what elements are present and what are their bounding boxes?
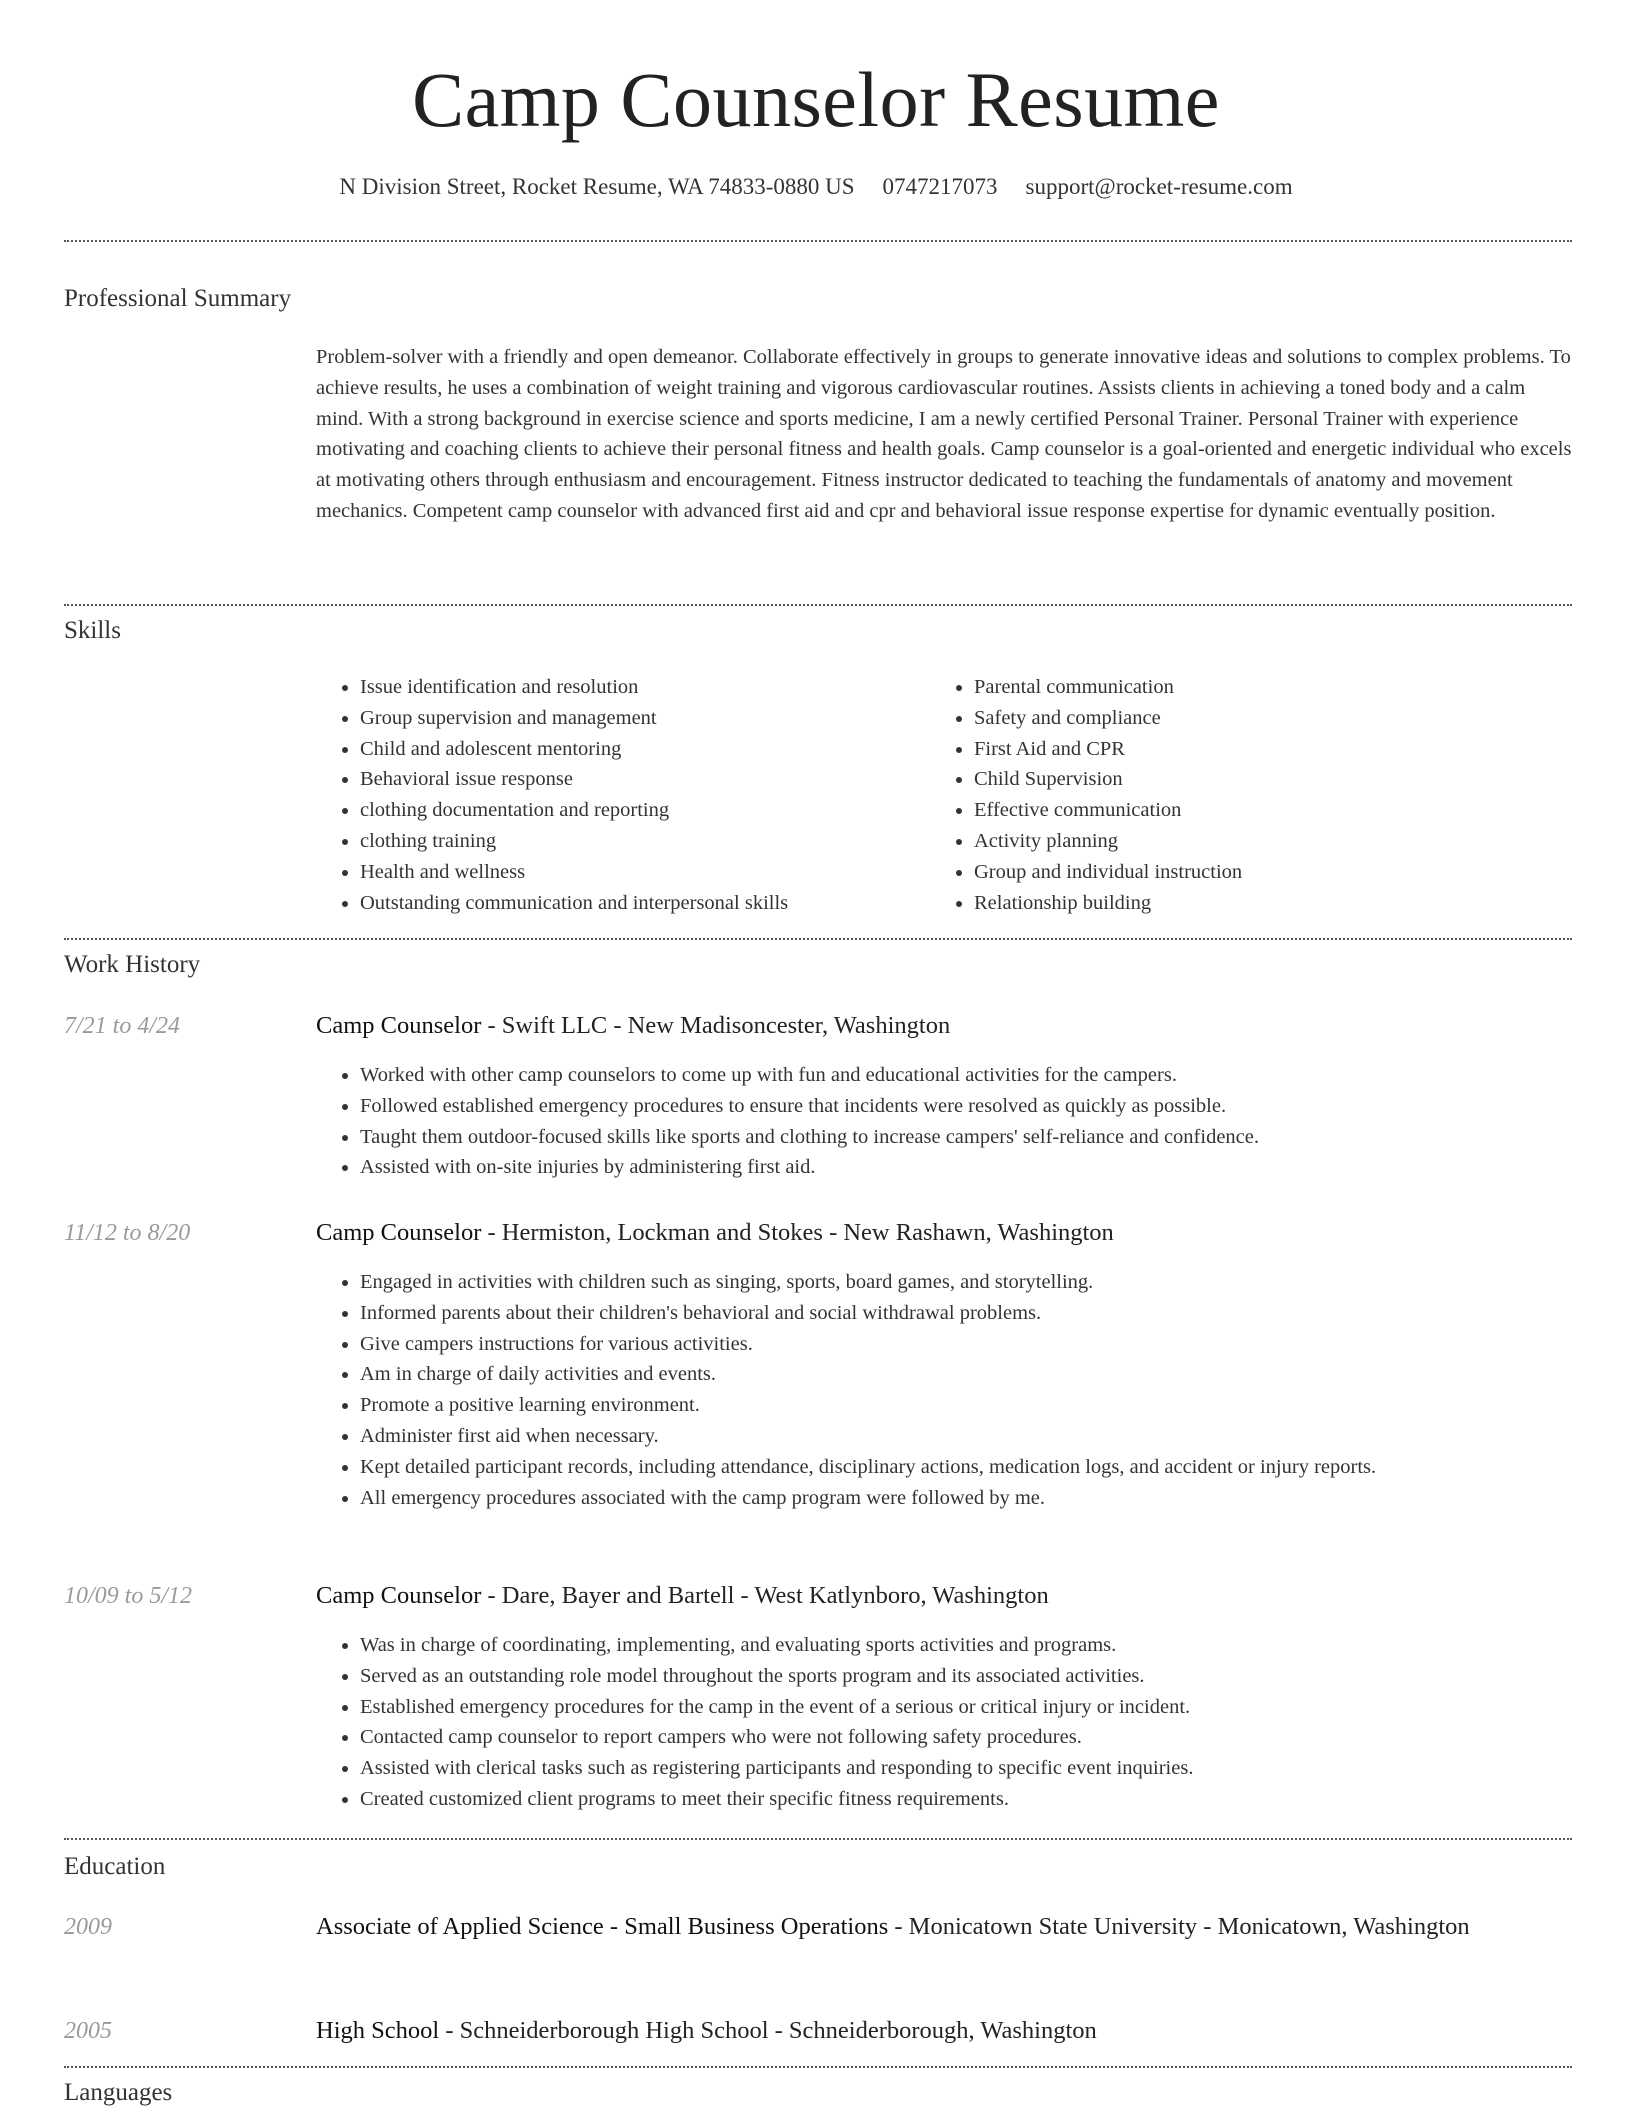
section-title-summary: Professional Summary	[64, 285, 292, 312]
skills-list-left	[316, 672, 920, 918]
skill-item: • Health and wellness	[360, 857, 920, 888]
list-item: • Informed parents about their children's behavioral and social withdrawal problems.	[360, 1298, 1576, 1329]
section-title-work: Work History	[64, 951, 201, 978]
contact-line	[0, 171, 1632, 203]
list-item: • Worked with other camp counselors to come up with fun and educational activities for the campers.	[360, 1060, 1576, 1091]
skill-item: • Issue identification and resolution	[360, 672, 920, 703]
divider	[64, 1838, 1572, 1840]
skill-item: • Activity planning	[974, 826, 1574, 857]
divider	[64, 240, 1572, 242]
job-dates: 11/12 to 8/20	[64, 1220, 191, 1246]
job-heading	[316, 1578, 1576, 1614]
skill-item: • Effective communication	[974, 795, 1574, 826]
education-school: - Schneiderborough High School - Schneiderborough, Washington	[439, 2017, 1097, 2044]
job-dates: 7/21 to 4/24	[64, 1013, 181, 1039]
list-item: • Assisted with on-site injuries by administering first aid.	[360, 1152, 1576, 1183]
list-item: • All emergency procedures associated with the camp program were followed by me.	[360, 1483, 1576, 1514]
job-employer: - Dare, Bayer and Bartell - West Katlynboro, Washington	[481, 1582, 1049, 1609]
phone: 0747217073	[882, 174, 998, 199]
list-item: • Contacted camp counselor to report campers who were not following safety procedures.	[360, 1722, 1576, 1753]
job-employer: - Hermiston, Lockman and Stokes - New Rashawn, Washington	[481, 1219, 1114, 1246]
list-item: • Am in charge of daily activities and events.	[360, 1359, 1576, 1390]
job-role: Camp Counselor	[316, 1582, 482, 1609]
skill-item: • Parental communication	[974, 672, 1574, 703]
list-item: • Promote a positive learning environment.	[360, 1390, 1576, 1421]
divider	[64, 604, 1572, 606]
job-role: Camp Counselor	[316, 1012, 482, 1039]
summary-text: Problem-solver with a friendly and open demeanor. Collaborate effectively in groups to generate innovative ideas and solutions to complex problems. To achieve results, he uses a combination of weight training and vigorous cardiovascular routines. Assists clients in achieving a toned body and a calm mind. With a strong background in exercise science and sports medicine, I am a newly certified Personal Trainer. Personal Trainer with experience motivating and coaching clients to achieve their personal fitness and health goals. Camp counselor is a goal-oriented and energetic individual who excels at motivating others through enthusiasm and encouragement. Fitness instructor dedicated to teaching the fundamentals of anatomy and movement mechanics. Competent camp counselor with advanced first aid and cpr and behavioral issue response expertise for dynamic eventually position.	[316, 346, 1572, 522]
job-dates: 10/09 to 5/12	[64, 1583, 193, 1609]
education-degree: High School	[316, 2017, 440, 2044]
education-degree: Associate of Applied Science - Small Business Operations	[316, 1913, 889, 1940]
address: N Division Street, Rocket Resume, WA 74833-0880 US	[339, 174, 855, 199]
education-year: 2009	[64, 1914, 112, 1940]
skill-item: • Child and adolescent mentoring	[360, 734, 920, 765]
skill-item: • Group supervision and management	[360, 703, 920, 734]
list-item: • Followed established emergency procedures to ensure that incidents were resolved as quickly as possible.	[360, 1091, 1576, 1122]
skill-item: • Outstanding communication and interpersonal skills	[360, 888, 920, 919]
list-item: • Administer first aid when necessary.	[360, 1421, 1576, 1452]
section-title-education: Education	[64, 1853, 166, 1880]
list-item: • Served as an outstanding role model throughout the sports program and its associated activities.	[360, 1661, 1576, 1692]
list-item: • Engaged in activities with children such as singing, sports, board games, and storytelling.	[360, 1267, 1576, 1298]
job-bullets	[316, 1060, 1576, 1183]
education-year: 2005	[64, 2018, 112, 2044]
skill-item: • clothing training	[360, 826, 920, 857]
skill-item: • clothing documentation and reporting	[360, 795, 920, 826]
skill-item: • Child Supervision	[974, 764, 1574, 795]
skill-item: • Behavioral issue response	[360, 764, 920, 795]
section-title-skills: Skills	[64, 617, 121, 644]
section-title-languages: Languages	[64, 2079, 173, 2106]
job-heading	[316, 1008, 1576, 1044]
skills-list-right	[930, 672, 1574, 918]
job-role: Camp Counselor	[316, 1219, 482, 1246]
list-item: • Created customized client programs to meet their specific fitness requirements.	[360, 1784, 1576, 1815]
job-employer: - Swift LLC - New Madisoncester, Washington	[481, 1012, 951, 1039]
job-heading	[316, 1215, 1576, 1251]
list-item: • Assisted with clerical tasks such as registering participants and responding to specific event inquiries.	[360, 1753, 1576, 1784]
skill-item: • Safety and compliance	[974, 703, 1574, 734]
list-item: • Taught them outdoor-focused skills like sports and clothing to increase campers' self-reliance and confidence.	[360, 1122, 1576, 1153]
list-item: • Was in charge of coordinating, implementing, and evaluating sports activities and programs.	[360, 1630, 1576, 1661]
job-bullets	[316, 1267, 1576, 1513]
skill-item: • Relationship building	[974, 888, 1574, 919]
education-school: - Monicatown State University - Monicatown, Washington	[888, 1913, 1470, 1940]
list-item: • Established emergency procedures for the camp in the event of a serious or critical injury or incident.	[360, 1692, 1576, 1723]
job-bullets	[316, 1630, 1576, 1815]
list-item: • Kept detailed participant records, including attendance, disciplinary actions, medication logs, and accident or injury reports.	[360, 1452, 1576, 1483]
list-item: • Give campers instructions for various activities.	[360, 1329, 1576, 1360]
resume-title: Camp Counselor Resume	[412, 56, 1220, 143]
education-heading	[316, 2013, 1576, 2049]
email: support@rocket-resume.com	[1025, 174, 1293, 199]
divider	[64, 938, 1572, 940]
skill-item: • First Aid and CPR	[974, 734, 1574, 765]
education-heading	[316, 1909, 1576, 1945]
divider	[64, 2066, 1572, 2068]
skill-item: • Group and individual instruction	[974, 857, 1574, 888]
